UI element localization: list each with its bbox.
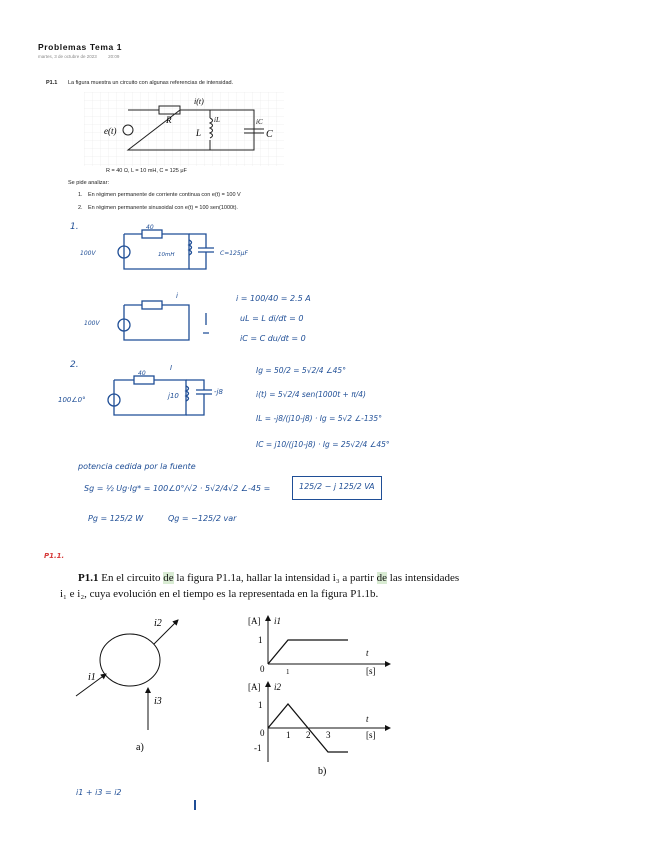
chart2-tick-ym1: -1	[254, 743, 262, 753]
note-eq-iC: iC = C du/dt = 0	[240, 334, 306, 343]
note-eq-IC: IC = j10/(j10-j8) · Ig = 25√2/4 ∠45°	[256, 440, 390, 449]
item-2-number: 2.	[78, 205, 83, 211]
label-i3: i3	[154, 696, 162, 707]
note-100V-2: 100V	[84, 320, 100, 327]
label-L: L	[196, 128, 202, 138]
chart2-tick-x2: 2	[306, 730, 311, 740]
chart1-tick-y1: 1	[258, 635, 263, 645]
note-eq-it: i(t) = 5√2/4 sen(1000t + π/4)	[256, 390, 366, 399]
note-40: 40	[146, 224, 154, 231]
label-i1: i1	[88, 672, 96, 683]
problem-statement: La figura muestra un circuito con algunas referencias de intensidad.	[68, 80, 234, 86]
figure-a	[70, 612, 190, 752]
label-it: i(t)	[194, 97, 204, 106]
problem2-number: P1.1	[78, 572, 99, 584]
label-iC: iC	[256, 118, 263, 126]
note-number-1: 1.	[70, 222, 79, 232]
page-meta	[38, 54, 129, 59]
chart2-tick-x3: 3	[326, 730, 331, 740]
problem2-line1	[78, 572, 459, 584]
note-eq-uL: uL = L di/dt = 0	[240, 314, 304, 323]
note-bottom-eq: i1 + i3 = i2	[76, 788, 122, 797]
page-time: 20:09	[108, 54, 120, 59]
chart2-tick-zero: 0	[260, 728, 265, 738]
label-C: C	[266, 129, 273, 140]
note-eq-Pg: Pg = 125/2 W	[88, 514, 144, 523]
hand-circuit-1	[84, 224, 214, 274]
note-eq-IL: IL = -j8/(j10-j8) · Ig = 5√2 ∠-135°	[256, 414, 382, 423]
figure-b	[240, 612, 400, 782]
problem2-text-a: En el circuito	[98, 572, 164, 584]
caption-a: a)	[136, 742, 144, 752]
label-e: e(t)	[104, 126, 117, 136]
note-eq-Sg: Sg = ½ Ug·Ig* = 100∠0°/√2 · 5√2/4√2 ∠-45 =	[84, 484, 271, 493]
problem2-line2: i₁ e i₂, cuya evolución en el tiempo es la representada en la figura P1.1b.	[60, 588, 379, 600]
note-100V: 100V	[80, 250, 96, 257]
chart1-t: t	[366, 648, 369, 658]
problem2-highlight-1: de	[163, 572, 174, 584]
chart1-unit-s: [s]	[366, 666, 376, 676]
chart2-unit-A: [A]	[248, 682, 261, 692]
item-2-text: En régimen permanente sinusoidal con e(t) = 100 sen(1000t).	[88, 205, 238, 211]
chart2-tick-y1: 1	[258, 700, 263, 710]
chart1-tick-zero: 0	[260, 664, 265, 674]
item-1-number: 1.	[78, 192, 83, 198]
problem-number: P1.1	[46, 80, 58, 86]
chart1-series-i1	[268, 640, 348, 664]
note-number-2: 2.	[70, 360, 79, 370]
note-C125: C=125μF	[220, 250, 248, 257]
label-i2: i2	[154, 618, 162, 629]
page-date: martes, 3 de octubre de 2023	[38, 54, 97, 59]
circuit-figure	[84, 92, 284, 166]
note-eq-i: i = 100/40 = 2.5 A	[236, 294, 311, 303]
note-eq-Qg: Qg = −125/2 var	[168, 514, 237, 523]
note-eq-Ig: Ig = 50/2 = 5√2/4 ∠45°	[256, 366, 346, 375]
item-1-text: En régimen permanente de corriente continua con e(t) = 100 V	[88, 192, 241, 198]
problem2-text-b: la figura P1.1a, hallar la intensidad i₃ a partir	[173, 572, 377, 584]
chart2-ylabel: i2	[274, 682, 282, 692]
problem2-text-c: las intensidades	[387, 572, 460, 584]
circuit-values: R = 40 Ω, L = 10 mH, C = 125 μF	[106, 168, 187, 174]
chart2-t: t	[366, 714, 369, 724]
note-i-label: i	[176, 292, 178, 300]
chart1-unit-A: [A]	[248, 616, 261, 626]
note-I-label: I	[170, 364, 173, 372]
label-R: R	[166, 115, 172, 125]
note-10mH: 10mH	[158, 252, 175, 258]
note-power-title: potencia cedida por la fuente	[78, 462, 196, 471]
label-iL: iL	[214, 116, 220, 124]
note-j10: j10	[168, 392, 179, 400]
chart1-tick-x1: 1	[286, 668, 290, 676]
problem-ask: Se pide analizar:	[68, 180, 109, 186]
caption-b: b)	[318, 766, 327, 777]
note-40b: 40	[138, 370, 146, 377]
hand-circuit-3	[84, 370, 214, 420]
node-ellipse	[100, 634, 160, 686]
text-cursor	[194, 800, 196, 810]
chart2-unit-s: [s]	[366, 730, 376, 740]
chart2-tick-x1: 1	[286, 730, 291, 740]
red-marker: P1.1.	[44, 552, 65, 560]
note-jc: -j8	[214, 388, 223, 396]
note-eq-box: 125/2 − j 125/2 VA	[292, 476, 382, 500]
hand-circuit-2	[84, 295, 214, 345]
problem2-highlight-2: de	[376, 572, 388, 584]
chart1-ylabel: i1	[274, 616, 282, 626]
note-phasor: 100∠0°	[58, 396, 86, 404]
page-title: Problemas Tema 1	[38, 42, 123, 52]
